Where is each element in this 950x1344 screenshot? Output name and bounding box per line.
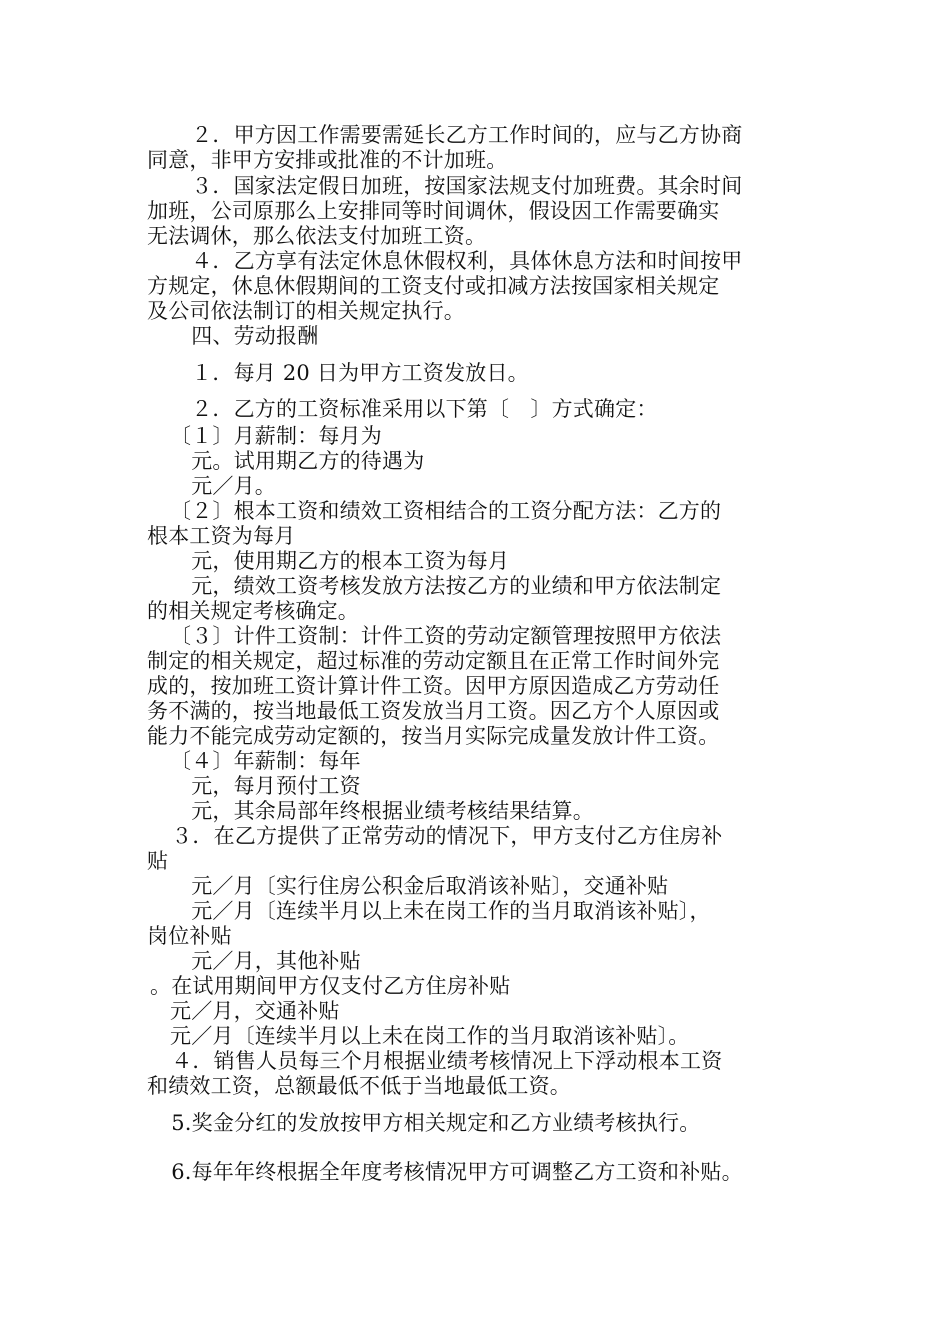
text-line: 元／月〔连续半月以上未在岗工作的当月取消该补贴〕， bbox=[170, 899, 711, 923]
text-line: 元。试用期乙方的待遇为 bbox=[170, 449, 425, 473]
text-line: 元，每月预付工资 bbox=[170, 774, 361, 798]
text-line: 元／月，交通补贴 bbox=[170, 999, 340, 1023]
text-line: ２．乙方的工资标准采用以下第〔 〕方式确定： bbox=[170, 397, 658, 421]
text-line: 贴 bbox=[147, 849, 169, 873]
text-line: ３．国家法定假日加班，按国家法规支付加班费。其余时间 bbox=[170, 174, 743, 198]
text-line: 〔３〕计件工资制：计件工资的劳动定额管理按照甲方依法 bbox=[170, 624, 722, 648]
text-line: 及公司依法制订的相关规定执行。 bbox=[147, 299, 465, 323]
text-line: 成的，按加班工资计算计件工资。因甲方原因造成乙方劳动任 bbox=[147, 674, 720, 698]
text-line: 元／月。 bbox=[170, 474, 276, 498]
text-line: 。在试用期间甲方仅支付乙方住房补贴 bbox=[150, 974, 511, 998]
text-line: 元／月〔连续半月以上未在岗工作的当月取消该补贴〕。 bbox=[170, 1024, 690, 1048]
text-line: 能力不能完成劳动定额的，按当月实际完成量发放计件工资。 bbox=[147, 724, 720, 748]
text-line: 的相关规定考核确定。 bbox=[147, 599, 359, 623]
text-line: 和绩效工资，总额最低不低于当地最低工资。 bbox=[147, 1074, 571, 1098]
text-line: 〔４〕年薪制：每年 bbox=[170, 749, 361, 773]
text-line: ３．在乙方提供了正常劳动的情况下，甲方支付乙方住房补 bbox=[150, 824, 723, 848]
text-line: 岗位补贴 bbox=[147, 924, 232, 948]
text-line: 元／月〔实行住房公积金后取消该补贴〕，交通补贴 bbox=[170, 874, 669, 898]
text-line: １．每月 20 日为甲方工资发放日。 bbox=[170, 361, 529, 385]
text-line: 同意，非甲方安排或批准的不计加班。 bbox=[147, 148, 508, 172]
text-line: ２．甲方因工作需要需延长乙方工作时间的，应与乙方协商 bbox=[170, 123, 743, 147]
text-line: 〔１〕月薪制：每月为 bbox=[170, 424, 382, 448]
text-line: 元，其余局部年终根据业绩考核结果结算。 bbox=[170, 799, 594, 823]
text-line: 加班，公司原那么上安排同等时间调休，假设因工作需要确实 bbox=[147, 199, 720, 223]
text-line: ４．乙方享有法定休息休假权利，具体休息方法和时间按甲 bbox=[170, 249, 743, 273]
text-line: 元，使用期乙方的根本工资为每月 bbox=[170, 549, 510, 573]
text-line: 元，绩效工资考核发放方法按乙方的业绩和甲方依法制定 bbox=[170, 574, 722, 598]
text-line: 根本工资为每月 bbox=[147, 524, 296, 548]
text-line: 方规定，休息休假期间的工资支付或扣减方法按国家相关规定 bbox=[147, 274, 720, 298]
text-line: 制定的相关规定，超过标准的劳动定额且在正常工作时间外完 bbox=[147, 649, 720, 673]
text-line: 元／月，其他补贴 bbox=[170, 949, 361, 973]
text-line: 无法调休，那么依法支付加班工资。 bbox=[147, 224, 487, 248]
text-line: 5.奖金分红的发放按甲方相关规定和乙方业绩考核执行。 bbox=[150, 1111, 701, 1135]
text-line: 6.每年年终根据全年度考核情况甲方可调整乙方工资和补贴。 bbox=[150, 1160, 743, 1184]
text-line: ４．销售人员每三个月根据业绩考核情况上下浮动根本工资 bbox=[150, 1049, 723, 1073]
text-line: 务不满的，按当地最低工资发放当月工资。因乙方个人原因或 bbox=[147, 699, 720, 723]
text-line: 〔２〕根本工资和绩效工资相结合的工资分配方法：乙方的 bbox=[170, 499, 722, 523]
section-heading: 四、劳动报酬 bbox=[170, 324, 319, 348]
